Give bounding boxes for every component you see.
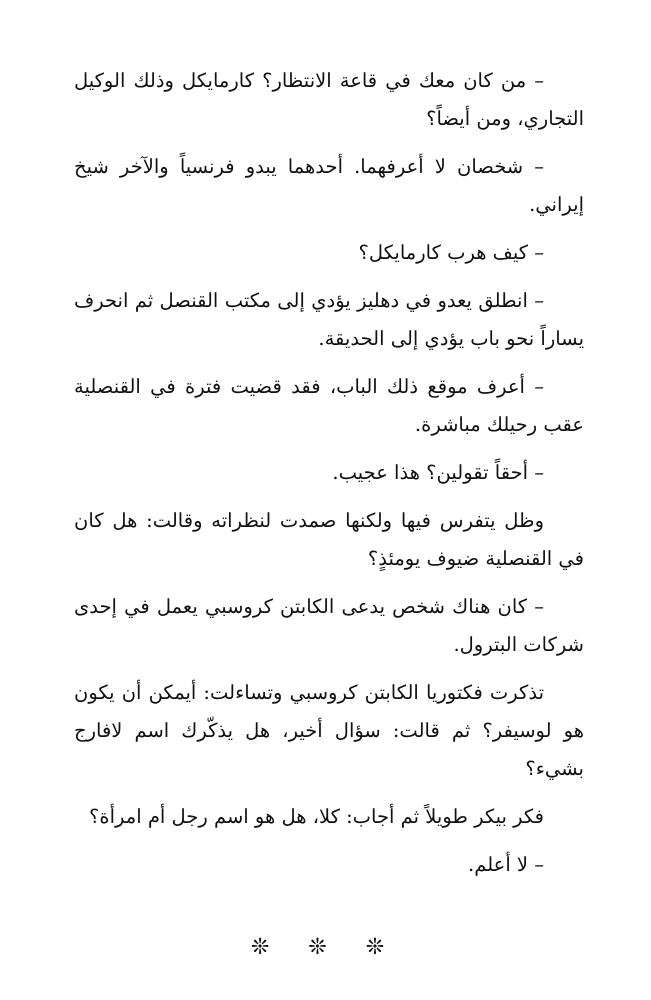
paragraph: فكر بيكر طويلاً ثم أجاب: كلا، هل هو اسم رجل أم امرأة؟ xyxy=(89,805,544,828)
paragraph: – لا أعلم. xyxy=(468,853,544,876)
paragraph: – شخصان لا أعرفهما. أحدهما يبدو فرنسياً والآخر شيخ إيراني. xyxy=(74,155,584,216)
section-break-ornament: ❊ ❊ ❊ xyxy=(250,935,401,960)
paragraph: – من كان معك في قاعة الانتظار؟ كارمايكل وذلك الوكيل التجاري، ومن أيضاً؟ xyxy=(74,69,584,130)
paragraph: – كيف هرب كارمايكل؟ xyxy=(358,241,544,264)
paragraph: – أحقاً تقولين؟ هذا عجيب. xyxy=(332,461,544,484)
paragraph: وظل يتفرس فيها ولكنها صمدت لنظراته وقالت: هل كان في القنصلية ضيوف يومئذٍ؟ xyxy=(74,509,584,570)
paragraph: تذكرت فكتوريا الكابتن كروسبي وتساءلت: أيمكن أن يكون هو لوسيفر؟ ثم قالت: سؤال أخير، هل يذكّرك اسم لافارج بشيء؟ xyxy=(74,681,584,780)
paragraph: – كان هناك شخص يدعى الكابتن كروسبي يعمل في إحدى شركات البترول. xyxy=(74,595,584,656)
paragraph: – انطلق يعدو في دهليز يؤدي إلى مكتب القنصل ثم انحرف يساراً نحو باب يؤدي إلى الحديقة. xyxy=(74,289,584,350)
page-body xyxy=(74,62,584,894)
paragraph: – أعرف موقع ذلك الباب، فقد قضيت فترة في القنصلية عقب رحيلك مباشرة. xyxy=(74,375,584,436)
